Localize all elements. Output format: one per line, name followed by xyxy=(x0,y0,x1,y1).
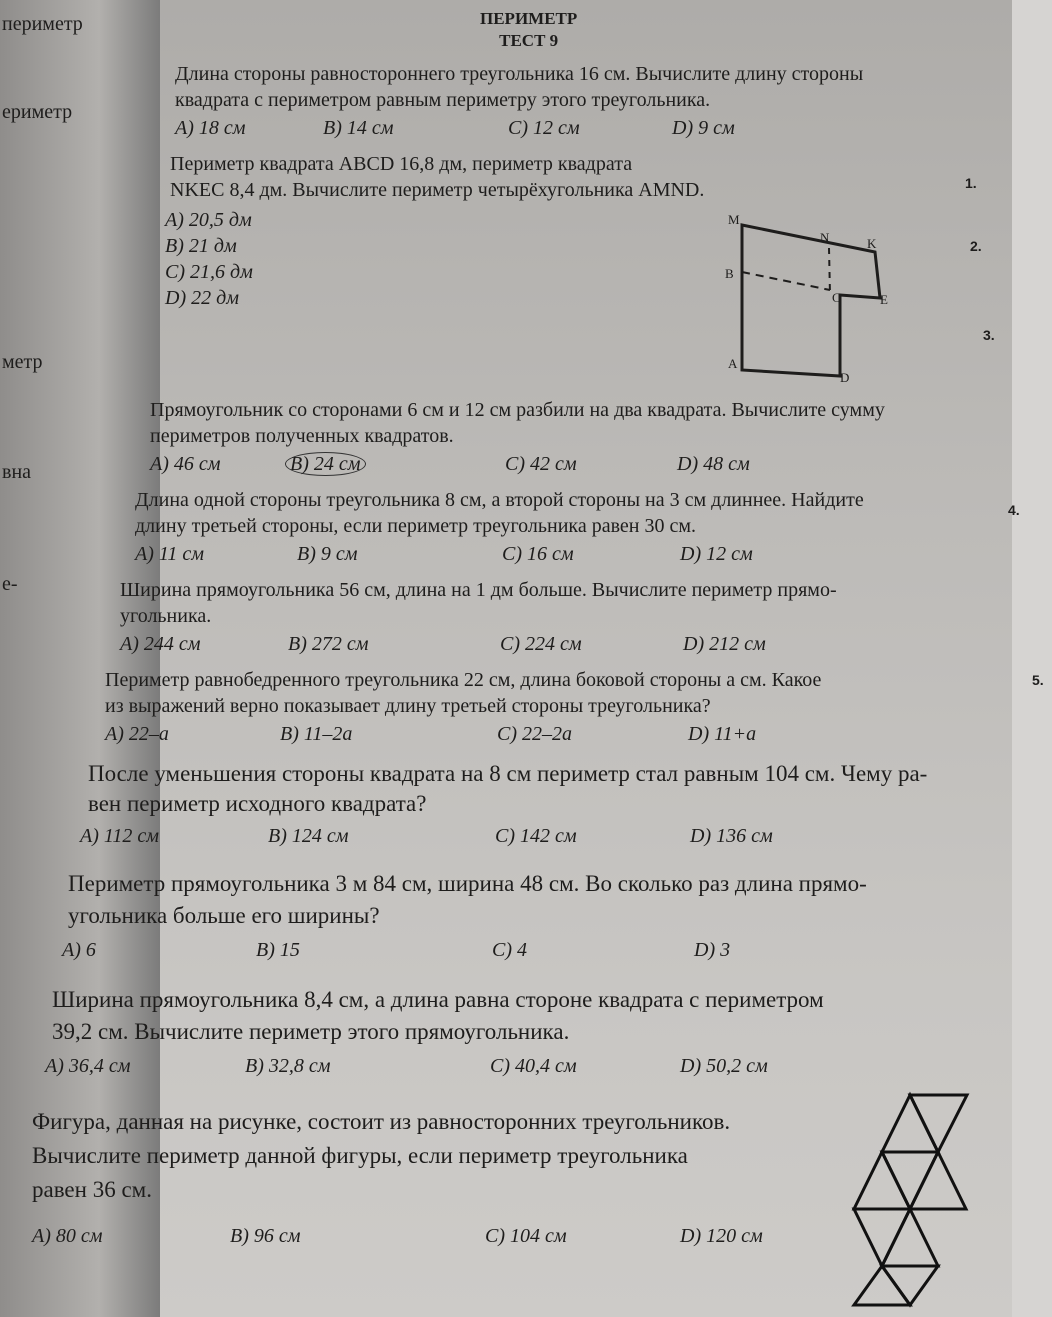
option: A) 36,4 см xyxy=(45,1055,131,1077)
option: A) 22–a xyxy=(105,723,169,745)
label-m: M xyxy=(728,212,740,227)
margin-number: 5. xyxy=(1032,672,1044,688)
option: B) 11–2a xyxy=(280,723,353,745)
option: B) 124 см xyxy=(268,825,349,847)
label-d: D xyxy=(840,370,850,385)
question-8-line: Периметр прямоугольника 3 м 84 см, ширина 48 см. Во сколько раз длина прямо- xyxy=(68,871,867,896)
subtitle: ТЕСТ 9 xyxy=(499,31,559,50)
option: A) 46 см xyxy=(150,453,221,475)
option: D) 3 xyxy=(694,939,731,961)
option: D) 50,2 см xyxy=(680,1055,768,1077)
option: A) 112 см xyxy=(80,825,160,847)
question-3-line: периметров полученных квадратов. xyxy=(150,425,454,447)
left-word: е- xyxy=(2,573,18,595)
question-2-line: NKEC 8,4 дм. Вычислите периметр четырёхугольника AMND. xyxy=(170,179,705,201)
label-e: E xyxy=(880,292,888,307)
question-1-line: Длина стороны равностороннего треугольника 16 см. Вычислите длину стороны xyxy=(175,63,864,85)
left-word: периметр xyxy=(2,13,83,35)
left-word: метр xyxy=(2,351,43,373)
option-selected: B) 24 см xyxy=(285,452,366,476)
option: A) 80 см xyxy=(32,1225,103,1247)
left-word: ериметр xyxy=(2,101,73,123)
question-10-line: равен 36 см. xyxy=(32,1177,152,1202)
option: C) 40,4 см xyxy=(490,1055,577,1077)
margin-number: 2. xyxy=(970,238,982,254)
option: B) 9 см xyxy=(297,543,358,565)
option: C) 4 xyxy=(492,939,527,961)
question-4-line: Длина одной стороны треугольника 8 см, а второй стороны на 3 см длиннее. Найдите xyxy=(135,489,864,511)
question-8-line: угольника больше его ширины? xyxy=(68,903,380,928)
question-7-line: вен периметр исходного квадрата? xyxy=(88,791,427,816)
option: B) 15 xyxy=(256,939,300,961)
label-c: C xyxy=(832,290,841,305)
option: D) 48 см xyxy=(677,453,750,475)
label-n: N xyxy=(820,230,830,245)
label-a: A xyxy=(728,356,738,371)
margin-number: 4. xyxy=(1008,502,1020,518)
option: C) 16 см xyxy=(502,543,574,565)
option: B) 14 см xyxy=(323,117,394,139)
triangles-figure xyxy=(840,1090,980,1315)
option: C) 12 см xyxy=(508,117,580,139)
option: A) 18 см xyxy=(175,117,246,139)
option: C) 42 см xyxy=(505,453,577,475)
option: B) 32,8 см xyxy=(245,1055,331,1077)
option: B) 96 см xyxy=(230,1225,301,1247)
right-page-edge xyxy=(1012,0,1052,1317)
margin-number: 3. xyxy=(983,327,995,343)
option: C) 224 см xyxy=(500,633,582,655)
option: A) 6 xyxy=(62,939,96,961)
question-9-line: 39,2 см. Вычислите периметр этого прямоугольника. xyxy=(52,1019,570,1044)
label-k: K xyxy=(867,236,877,251)
title: ПЕРИМЕТР xyxy=(480,9,578,28)
option: D) 120 см xyxy=(680,1225,763,1247)
option: D) 136 см xyxy=(690,825,773,847)
question-6-line: Периметр равнобедренного треугольника 22 см, длина боковой стороны a см. Какое xyxy=(105,669,822,691)
option: A) 20,5 дм xyxy=(165,209,252,231)
option: C) 142 см xyxy=(495,825,577,847)
option: D) 212 см xyxy=(683,633,766,655)
question-6-line: из выражений верно показывает длину третьей стороны треугольника? xyxy=(105,695,711,717)
option: D) 12 см xyxy=(680,543,753,565)
option: C) 22–2a xyxy=(497,723,572,745)
label-b: B xyxy=(725,266,734,281)
question-10-line: Вычислите периметр данной фигуры, если периметр треугольника xyxy=(32,1143,688,1168)
question-5-line: угольника. xyxy=(120,605,212,627)
option: C) 21,6 дм xyxy=(165,261,253,283)
question-2-line: Периметр квадрата ABCD 16,8 дм, периметр квадрата xyxy=(170,153,633,175)
option: D) 9 см xyxy=(672,117,735,139)
question-10-line: Фигура, данная на рисунке, состоит из равносторонних треугольников. xyxy=(32,1109,731,1134)
option: A) 11 см xyxy=(135,543,205,565)
question-4-line: длину третьей стороны, если периметр треугольника равен 30 см. xyxy=(135,515,697,537)
option-selected: B) 21 дм xyxy=(165,235,237,257)
margin-number: 1. xyxy=(965,175,977,191)
question-1-line: квадрата с периметром равным периметру этого треугольника. xyxy=(175,89,711,111)
option: D) 22 дм xyxy=(165,287,239,309)
option: D) 11+a xyxy=(688,723,757,745)
option: C) 104 см xyxy=(485,1225,567,1247)
question-5-line: Ширина прямоугольника 56 см, длина на 1 дм больше. Вычислите периметр прямо- xyxy=(120,579,837,601)
option: A) 244 см xyxy=(120,633,201,655)
option: B) 272 см xyxy=(288,633,369,655)
page-title xyxy=(480,8,577,52)
left-word: вна xyxy=(2,461,32,483)
question-3-line: Прямоугольник со сторонами 6 см и 12 см разбили на два квадрата. Вычислите сумму xyxy=(150,399,885,421)
question-7-line: После уменьшения стороны квадрата на 8 см периметр стал равным 104 см. Чему ра- xyxy=(88,761,928,786)
question-9-line: Ширина прямоугольника 8,4 см, а длина равна стороне квадрата с периметром xyxy=(52,987,824,1012)
